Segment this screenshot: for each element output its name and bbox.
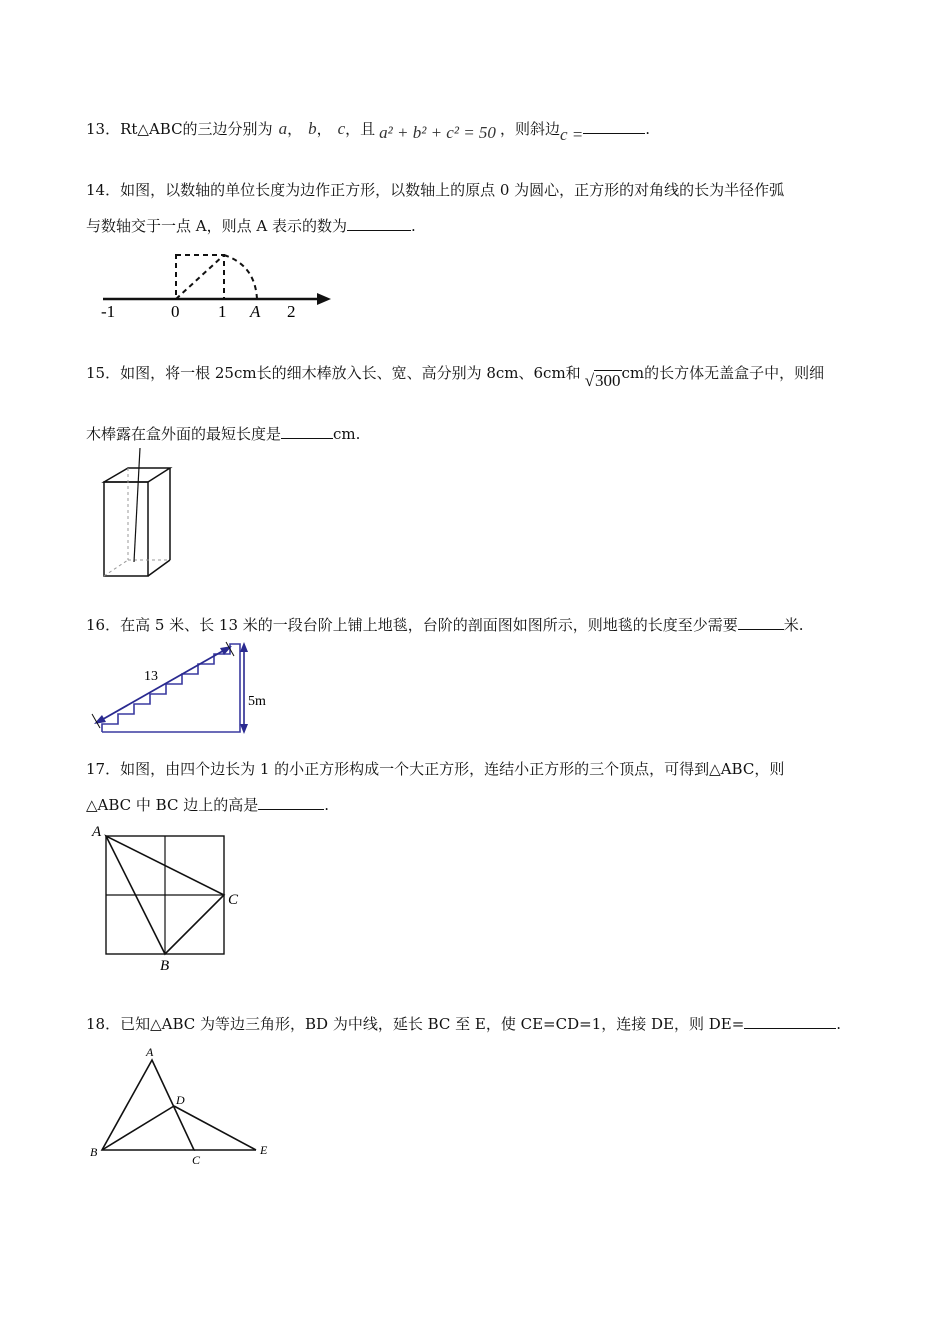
question-14-line2	[86, 215, 416, 236]
q13-comma1: ，	[287, 120, 303, 138]
q18-answer-blank	[744, 1027, 836, 1029]
q14-end: .	[410, 217, 416, 235]
q13-var-b: b	[308, 119, 317, 138]
question-17-line2	[86, 794, 329, 815]
label-B: B	[90, 1145, 98, 1159]
hidden-edge-left	[104, 560, 128, 576]
label-C: C	[192, 1153, 201, 1167]
height-arrowhead-top	[240, 642, 248, 652]
q17-end: .	[324, 796, 330, 814]
question-18	[86, 1013, 841, 1034]
q13-answer-blank	[583, 132, 645, 134]
label-D: D	[176, 1093, 185, 1107]
q14-answer-blank	[347, 229, 411, 231]
hypotenuse-label: 13	[144, 669, 158, 684]
q16-end: 米.	[783, 616, 804, 634]
sqrt-symbol: √	[584, 371, 595, 390]
question-14-line1: 14．如图，以数轴的单位长度为边作正方形，以数轴上的原点 0 为圆心，正方形的对角线的长为半径作弧	[86, 181, 785, 199]
grid-triangle-figure	[90, 822, 250, 976]
question-15-line2	[86, 423, 360, 444]
q15-text2: cm的长方体无盖盒子中，则细	[621, 364, 825, 382]
label-one: 1	[218, 302, 227, 321]
q17-answer-blank	[258, 808, 324, 810]
question-16	[86, 614, 804, 635]
segment-DE	[174, 1106, 256, 1150]
height-arrowhead-bottom	[240, 724, 248, 734]
label-A: A	[146, 1045, 154, 1059]
q14-line2-text: 与数轴交于一点 A，则点 A 表示的数为	[86, 217, 347, 235]
box-figure	[98, 446, 178, 582]
q16-text: 16．在高 5 米、长 13 米的一段台阶上铺上地毯，台阶的剖面图如图所示，则地毯的长度至少需要	[86, 616, 738, 634]
label-A: A	[92, 824, 102, 840]
q15-end: cm.	[333, 425, 361, 443]
q15-text1: 15．如图，将一根 25cm长的细木棒放入长、宽、高分别为 8cm、6cm和	[86, 364, 581, 382]
hyp-arrowhead-bottom	[94, 715, 106, 724]
q13-answer-var: c =	[559, 125, 584, 144]
q13-var-c: c	[337, 119, 346, 138]
number-line-arrow	[317, 293, 331, 305]
q18-text: 18．已知△ABC 为等边三角形，BD 为中线，延长 BC 至 E，使 CE=CD=1，连接 DE，则 DE=	[86, 1015, 745, 1033]
question-13	[86, 118, 651, 144]
q15-sqrt-value: 300	[595, 371, 621, 390]
q15-answer-blank	[281, 437, 333, 439]
q13-number: 13．	[86, 120, 121, 138]
q18-end: .	[836, 1015, 842, 1033]
q15-line2-text: 木棒露在盒外面的最短长度是	[86, 425, 282, 443]
q16-answer-blank	[738, 628, 784, 630]
wooden-stick	[134, 448, 140, 562]
number-line-figure	[95, 245, 340, 325]
label-C: C	[228, 892, 239, 908]
q13-comma2: ，	[316, 120, 332, 138]
q13-text2: ，且	[345, 120, 376, 138]
q15-sqrt	[585, 371, 622, 391]
arc	[224, 255, 257, 299]
label-E: E	[260, 1143, 268, 1157]
q13-end: .	[645, 120, 651, 138]
q13-equation: a² + b² + c² = 50	[379, 123, 496, 142]
equilateral-figure	[86, 1044, 278, 1168]
question-15-line1	[86, 362, 825, 390]
hypotenuse-arrow	[98, 648, 228, 722]
box-bottom-right	[148, 560, 170, 576]
q13-var-a: a	[278, 119, 288, 138]
q17-line2-text: △ABC 中 BC 边上的高是	[86, 796, 259, 814]
q13-text3: ，则斜边	[499, 120, 560, 138]
label-zero: 0	[171, 302, 180, 321]
q13-text1: Rt△ABC的三边分别为	[120, 120, 273, 138]
label-two: 2	[287, 302, 296, 321]
stairs-figure	[88, 640, 280, 736]
height-label: 5m	[248, 694, 266, 709]
label-minus-one: -1	[101, 302, 116, 321]
box-top	[104, 468, 170, 482]
label-A: A	[250, 302, 261, 321]
label-B: B	[160, 958, 170, 974]
question-17-line1: 17．如图，由四个边长为 1 的小正方形构成一个大正方形，连结小正方形的三个顶点，可得到△ABC，则	[86, 760, 785, 778]
stairs-outline	[102, 644, 240, 732]
median-BD	[102, 1106, 174, 1150]
square-diagonal	[176, 255, 224, 299]
